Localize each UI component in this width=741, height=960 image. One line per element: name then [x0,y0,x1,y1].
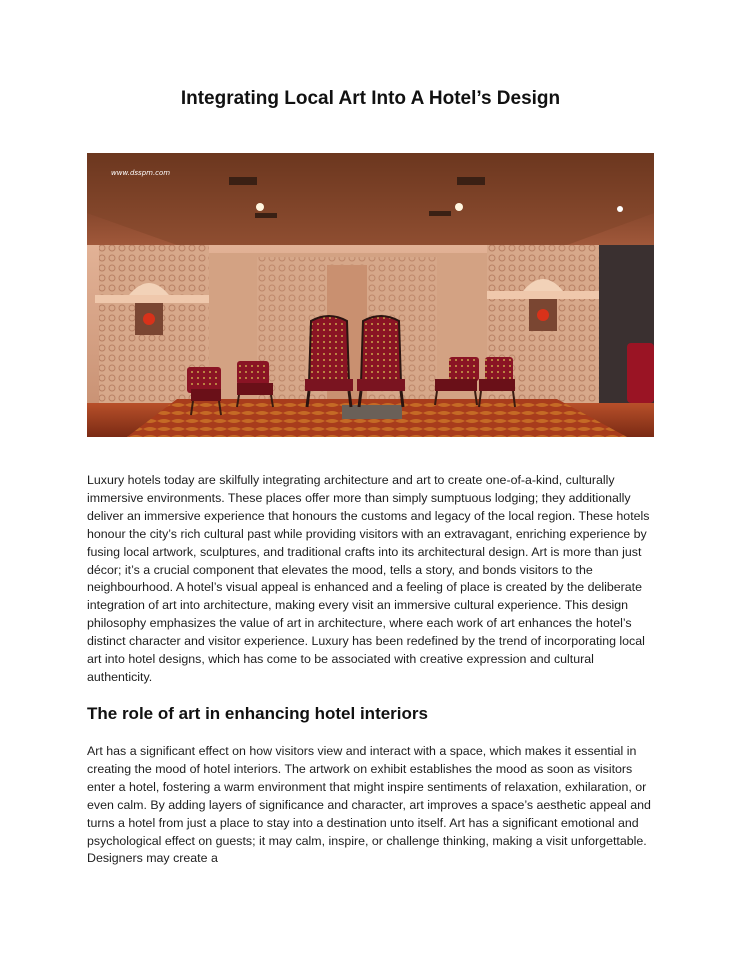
body-paragraph: Art has a significant effect on how visitors view and interact with a space, which makes it essential in creating the mood of hotel interiors. The artwork on exhibit establishes the mood as soon as visitors enter a hotel, fostering a warm environment that might inspire sentiments of relaxation, exhilaration, or even calm. By adding layers of significance and character, art improves a space’s aesthetic appeal and turns a hotel from just a place to stay into a destination unto itself. Art has a significant emotional and psychological effect on guests; it may calm, inspire, or challenge thinking, making a visit unforgettable. Designers may create a [87,744,651,866]
document-title: Integrating Local Art Into A Hotel’s Design [180,88,561,109]
section-heading: The role of art in enhancing hotel interiors [87,704,428,723]
photo-watermark: www.dsspm.com [111,169,171,177]
intro-paragraph: Luxury hotels today are skilfully integrating architecture and art to create one-of-a-kind, culturally immersive environments. These places offer more than simply sumptuous lodging; they additionally deliver an immersive experience that honours the customs and legacy of the local region. These hotels honour the city’s rich cultural past while providing visitors with an extravagant, enriching experience by fusing local artwork, sculptures, and traditional crafts into its architectural design. Art is more than just décor; it’s a crucial component that elevates the mood, tells a story, and bonds visitors to the neighbourhood. A hotel’s visual appeal is enhanced and a feeling of place is created by the deliberate integration of art into architecture, making every visit an immersive cultural experience. This design philosophy emphasizes the value of art in architecture, where each work of art enhances the hotel’s distinct character and visitor experience. Luxury has been redefined by the trend of incorporating local art into hotel designs, which has come to be associated with creative expression and cultural authenticity. [87,473,650,684]
hotel-lobby-photo [87,153,654,437]
